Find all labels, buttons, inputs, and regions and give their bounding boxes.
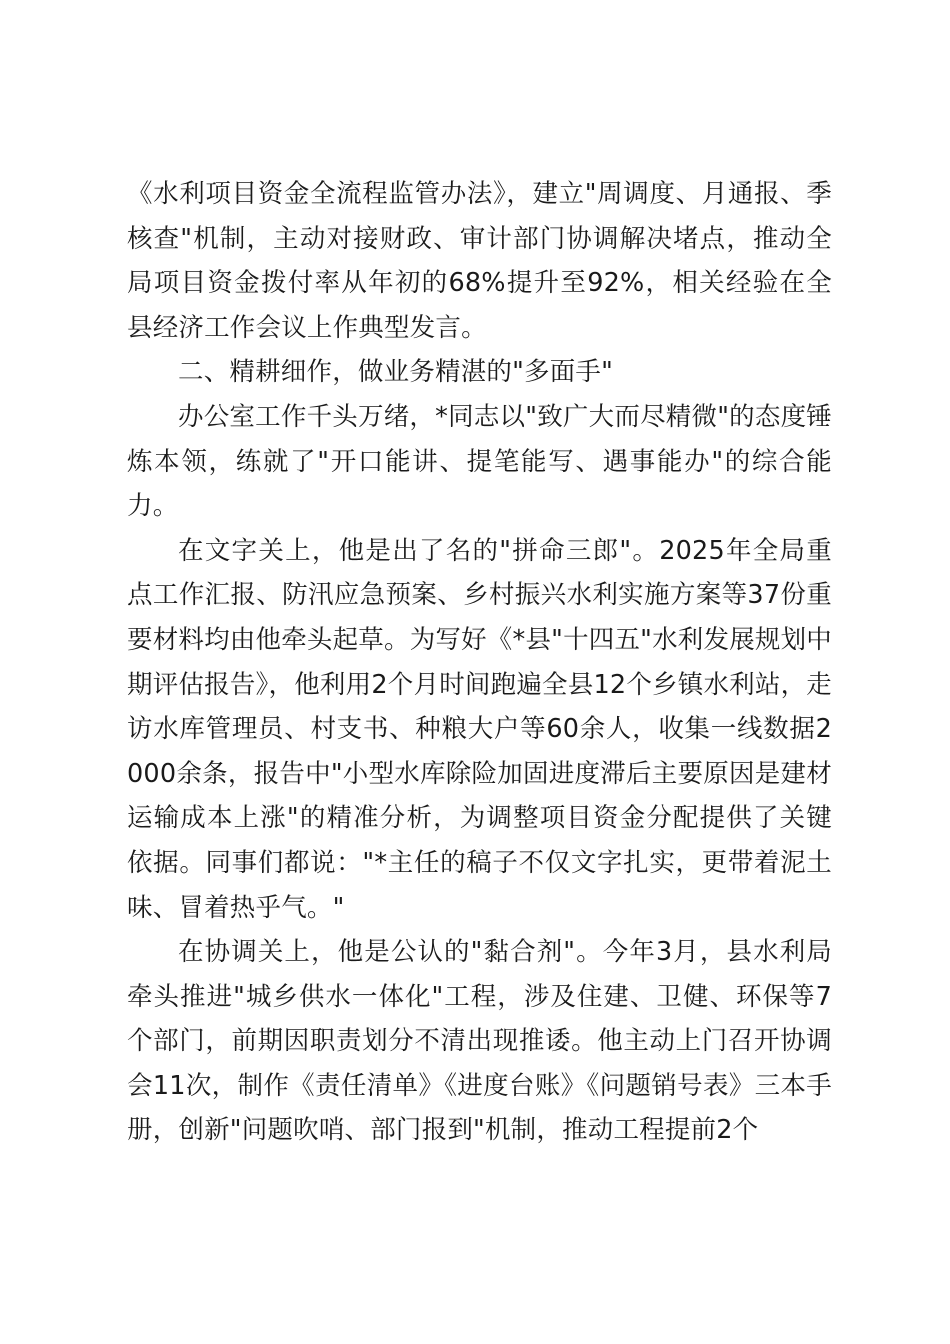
paragraph: 在协调关上，他是公认的"黏合剂"。今年3月，县水利局牵头推进"城乡供水一体化"工程，涉及住建、卫健、环保等7个部门，前期因职责划分不清出现推诿。他主动上门召开协调会11次，制作《责任清单》《进度台账》《问题销号表》三本手册，创新"问题吹哨、部门报到"机制，推动工程提前2个 [127, 937, 832, 1146]
paragraph-continuation: 《水利项目资金全流程监管办法》，建立"周调度、月通报、季核查"机制，主动对接财政、审计部门协调解决堵点，推动全局项目资金拨付率从年初的68%提升至92%，相关经验在全县经济工作会议上作典型发言。 [127, 179, 832, 343]
paragraph: 办公室工作千头万绪，*同志以"致广大而尽精微"的态度锤炼本领，练就了"开口能讲、提笔能写、遇事能办"的综合能力。 [127, 401, 832, 522]
document-body [127, 172, 832, 1153]
paragraph: 在文字关上，他是出了名的"拼命三郎"。2025年全局重点工作汇报、防汛应急预案、乡村振兴水利实施方案等37份重要材料均由他牵头起草。为写好《*县"十四五"水利发展规划中期评估报告》，他利用2个月时间跑遍全县12个乡镇水利站，走访水库管理员、村支书、种粮大户等60余人，收集一线数据2000余条，报告中"小型水库除险加固进度滞后主要原因是建材运输成本上涨"的精准分析，为调整项目资金分配提供了关键依据。同事们都说："*主任的稿子不仅文字扎实，更带着泥土味、冒着热乎气。" [127, 535, 833, 923]
section-heading: 二、精耕细作，做业务精湛的"多面手" [178, 357, 614, 388]
